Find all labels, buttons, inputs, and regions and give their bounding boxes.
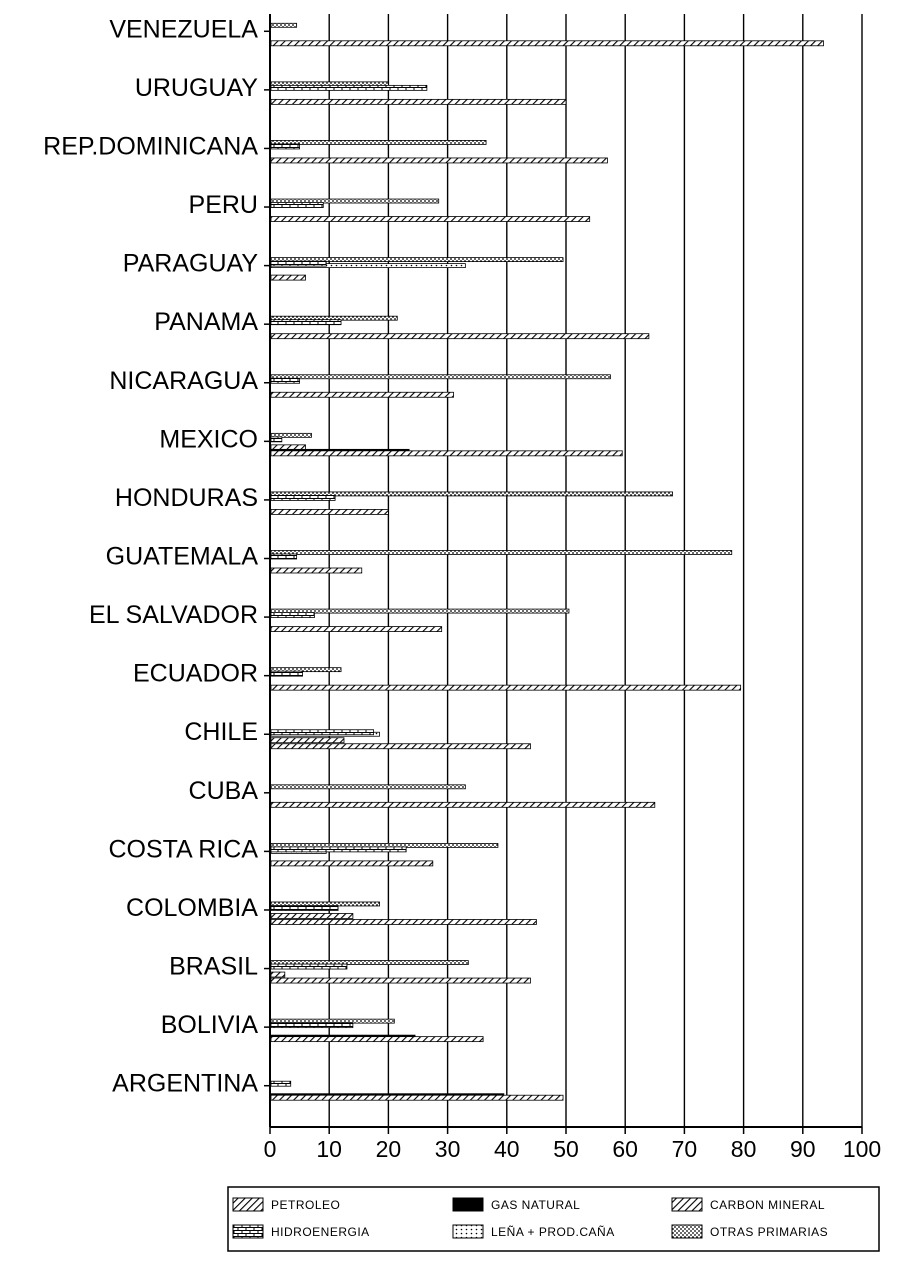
bar-petroleo-guatemala [271,568,362,573]
bar-carbon-mineral-colombia [271,913,353,918]
category-label: BRASIL [169,952,258,981]
bar-petroleo-mexico [271,451,622,456]
bar-hidroenergia-guatemala [271,554,297,559]
x-tick-label: 10 [316,1136,342,1162]
diagonal-hatch-swatch [233,1198,263,1211]
category-labels [43,15,270,1097]
bar-hidroenergia-mexico [271,437,282,442]
bar-hidroenergia-ecuador [271,671,303,676]
bar-hidroenergia-uruguay [271,85,427,90]
bar-hidroenergia-brasil [271,964,347,969]
bar-petroleo-bolivia [271,1037,483,1042]
bar-petroleo-brasil [271,978,530,983]
bar-otras-primarias-venezuela [271,23,297,27]
x-tick-label: 30 [434,1136,461,1162]
bar-petroleo-nicaragua [271,392,454,397]
legend-label-le-a-prod-ca-a: LEÑA + PROD.CAÑA [491,1225,615,1239]
category-label: GUATEMALA [105,542,258,571]
category-label: PERU [188,191,258,220]
bar-hidroenergia-el-salvador [271,613,314,618]
category-label: PARAGUAY [122,249,258,278]
category-label: COLOMBIA [126,893,258,922]
bar-otras-primarias-el-salvador [271,609,569,613]
diagonal-hatch-swatch [672,1198,702,1211]
category-label: ECUADOR [132,659,258,688]
bar-hidroenergia-bolivia [271,1023,353,1028]
dotted-swatch [453,1225,483,1238]
x-tick-label: 90 [790,1136,816,1162]
bar-hidroenergia-peru [271,203,323,208]
bar-petroleo-peru [271,217,590,222]
bar-petroleo-chile [271,744,530,749]
bar-petroleo-paraguay [271,275,306,280]
bars [271,23,824,1100]
category-label: COSTA RICA [108,835,258,864]
category-label: VENEZUELA [109,15,258,44]
dense-dotted-swatch [672,1225,702,1238]
x-tick-label: 80 [730,1136,757,1162]
bar-petroleo-rep-dominicana [271,158,607,163]
brick-pattern-swatch [233,1225,263,1238]
bar-hidroenergia-nicaragua [271,378,300,383]
bar-hidroenergia-argentina [271,1081,291,1086]
category-label: CHILE [184,718,258,747]
category-label: EL SALVADOR [88,601,258,630]
bar-hidroenergia-paraguay [271,261,326,266]
bar-petroleo-venezuela [271,41,824,46]
bar-otras-primarias-rep-dominicana [271,140,486,144]
bar-otras-primarias-nicaragua [271,375,610,379]
bar-petroleo-argentina [271,1095,563,1100]
x-tick-label: 50 [553,1136,579,1162]
x-tick-label: 60 [612,1136,638,1162]
category-label: MEXICO [159,425,258,454]
grid-lines [329,14,862,1127]
bar-hidroenergia-colombia [271,905,338,910]
legend [228,1187,879,1251]
category-label: BOLIVIA [160,1011,258,1040]
bar-petroleo-el-salvador [271,627,442,632]
category-label: HONDURAS [114,483,258,512]
bar-petroleo-ecuador [271,685,741,690]
bar-petroleo-uruguay [271,99,566,104]
legend-box [228,1187,879,1251]
bar-otras-primarias-guatemala [271,551,732,555]
bar-carbon-mineral-brasil [271,972,285,977]
legend-label-gas-natural: GAS NATURAL [491,1198,581,1212]
bar-petroleo-costa-rica [271,861,433,866]
category-label: REP.DOMINICANA [43,132,258,161]
category-label: PANAMA [154,308,258,337]
bar-hidroenergia-honduras [271,495,335,500]
category-label: CUBA [188,776,258,805]
bar-carbon-mineral-chile [271,738,344,743]
bar-petroleo-cuba [271,802,655,807]
bar-hidroenergia-chile [271,730,374,735]
bar-hidroenergia-costa-rica [271,847,406,852]
legend-label-hidroenergia: HIDROENERGIA [271,1225,370,1239]
bar-petroleo-colombia [271,919,536,924]
bar-hidroenergia-panama [271,320,341,325]
category-label: URUGUAY [134,73,258,102]
bar-petroleo-panama [271,334,649,339]
bar-otras-primarias-cuba [271,785,465,789]
x-tick-labels [264,1127,882,1162]
solid-black-swatch [453,1198,483,1211]
bar-hidroenergia-rep-dominicana [271,144,300,149]
x-tick-label: 0 [263,1136,277,1162]
bar-petroleo-honduras [271,509,388,514]
legend-label-petroleo: PETROLEO [271,1198,341,1212]
legend-label-otras-primarias: OTRAS PRIMARIAS [710,1225,829,1239]
category-label: NICARAGUA [109,366,258,395]
x-tick-label: 20 [375,1136,402,1162]
x-tick-label: 100 [842,1136,882,1162]
category-label: ARGENTINA [112,1069,258,1098]
x-tick-label: 70 [671,1136,698,1162]
x-tick-label: 40 [494,1136,520,1162]
legend-label-carbon-mineral: CARBON MINERAL [710,1198,826,1212]
